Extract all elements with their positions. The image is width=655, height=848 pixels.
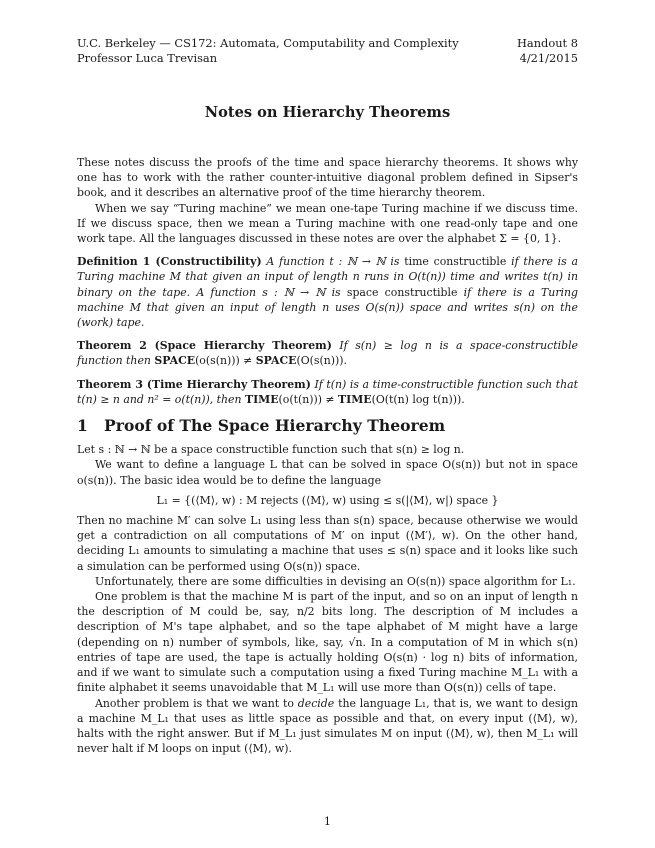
decide-emphasis: decide — [297, 696, 335, 710]
section-1-paragraph-5: One problem is that the machine M is part of the input, and so on an input of length n the description of M could be, say, n/2 bits long. The description of M includes a description of M's tape alphabet, and so the tape alphabet of M might have a large (depending on n) number of symbols, like, say, √n. In a computation of M in which s(n) entries of tape are used, the tape is actually holding O(s(n) · log n) bits of information, and if we want to simulate such a computation using a fixed Turing machine M_L₁ with a finite alphabet it seems unavoidable that M_L₁ will use more than O(s(n)) cells of tape. — [77, 590, 578, 695]
handout-date: 4/21/2015 — [519, 50, 578, 65]
theorem-2-text-c: (O(s(n))). — [296, 354, 347, 368]
theorem-3-time-a: TIME — [244, 392, 279, 406]
document-body — [77, 155, 578, 756]
definition-1-term-b: space constructible — [346, 285, 458, 299]
section-1-title: Proof of The Space Hierarchy Theorem — [104, 416, 446, 436]
header-right — [517, 36, 578, 65]
theorem-3-label: Theorem 3 (Time Hierarchy Theorem) — [77, 377, 311, 391]
theorem-3-text-a: If t(n) is a time-constructible function such that t(n) ≥ n and n² = o(t(n)), then — [77, 377, 579, 406]
section-1-paragraph-2: We want to define a language L that can be solved in space O(s(n)) but not in space o(s(n)). The basic idea would be to define the language — [77, 458, 578, 487]
section-1-paragraph-4: Unfortunately, there are some difficulties in devising an O(s(n)) space algorithm for L₁. — [95, 574, 576, 588]
professor-line: Professor Luca Trevisan — [77, 50, 218, 65]
language-l1-definition: L₁ = {(⟨M⟩, w) : M rejects (⟨M⟩, w) using ≤ s(|⟨M⟩, w|) space } — [156, 493, 499, 507]
course-line: U.C. Berkeley — CS172: Automata, Computability and Complexity — [77, 36, 459, 50]
definition-1-text-c: if there is a Turing machine M that given an input of length n uses O(s(n)) space and writes s(n) on the (work) tape. — [77, 285, 578, 330]
section-1-paragraph-6-b: the language L₁, that is, we want to design a machine M_L₁ that uses as little space as possible and that, on every input (⟨M⟩, w), halts with the right answer. But if M_L₁ just simulates M on input (⟨M⟩, w), then M_L₁ will never halt if M loops on input (⟨M⟩, w). — [77, 696, 578, 756]
definition-1-text-a: A function t : ℕ → ℕ is — [266, 255, 400, 269]
theorem-2-label: Theorem 2 (Space Hierarchy Theorem) — [77, 339, 332, 353]
section-1-heading — [77, 416, 578, 436]
theorem-3-text-b: (o(t(n))) ≠ — [278, 392, 335, 406]
definition-1-term-a: time constructible — [404, 255, 507, 269]
definition-1-text-b: if there is a Turing machine M that given an input of length n runs in O(t(n)) time and writes t(n) in binary on the tape. A function s : ℕ → ℕ is — [77, 255, 579, 299]
definition-1-label: Definition 1 (Constructibility) — [77, 255, 262, 269]
page-number: 1 — [324, 815, 331, 828]
section-1-paragraph-6-a: Another problem is that we want to — [95, 696, 294, 710]
document-title: Notes on Hierarchy Theorems — [204, 104, 451, 121]
section-1-paragraph-1: Let s : ℕ → ℕ be a space constructible function such that s(n) ≥ log n. — [77, 443, 465, 457]
theorem-2 — [77, 338, 578, 368]
section-1-number: 1 — [77, 416, 88, 436]
section-1-paragraph-3: Then no machine M′ can solve L₁ using less than s(n) space, because otherwise we would get a contradiction on all computations of M′ on input (⟨M′⟩, w). On the other hand, deciding L₁ amounts to simulating a machine that uses ≤ s(n) space and it looks like such a simulation can be performed using O(s(n)) space. — [77, 514, 578, 573]
theorem-3-text-c: (O(t(n) log t(n))). — [371, 392, 465, 406]
header-left — [77, 36, 459, 65]
theorem-3 — [77, 377, 578, 407]
theorem-2-text-a: If s(n) ≥ log n is a space-constructible function then — [77, 339, 578, 368]
intro-paragraph-2: When we say “Turing machine” we mean one-tape Turing machine if we discuss time. If we discuss space, then we mean a Turing machine with one read-only tape and one work tape. All the languages discussed in these notes are over the alphabet Σ = {0, 1}. — [77, 201, 578, 246]
theorem-2-text-b: (o(s(n))) ≠ — [195, 354, 253, 368]
theorem-2-space-a: SPACE — [154, 354, 196, 368]
theorem-3-time-b: TIME — [338, 392, 372, 406]
handout-number: Handout 8 — [517, 36, 578, 50]
section-1-paragraph-6 — [77, 696, 578, 757]
theorem-2-space-b: SPACE — [255, 354, 297, 368]
definition-1 — [77, 254, 578, 330]
intro-paragraph-1: These notes discuss the proofs of the time and space hierarchy theorems. It shows why one has to work with the rather counter-intuitive diagonal problem defined in Sipser's book, and it describes an alternative proof of the time hierarchy theorem. — [77, 156, 578, 200]
